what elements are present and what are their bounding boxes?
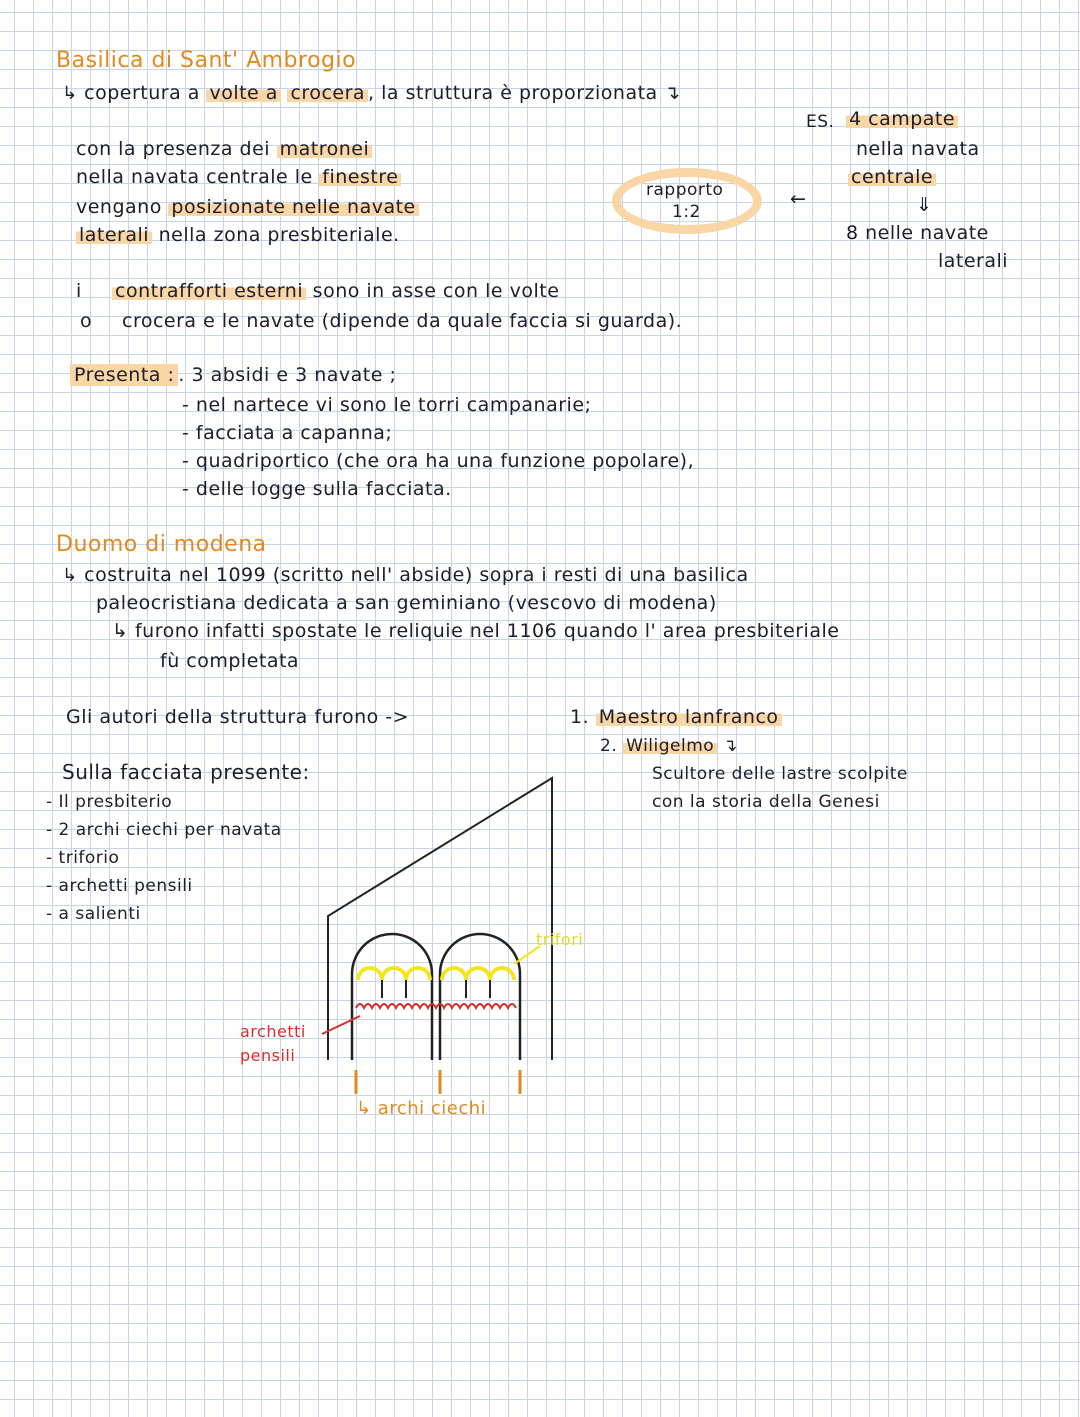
crocera-line: crocera e le navate (dipende da quale faccia si guarda). xyxy=(122,310,683,332)
archetti-label-1: archetti xyxy=(240,1022,306,1041)
section1-title: Basilica di Sant' Ambrogio xyxy=(56,48,357,73)
facciata-item: - triforio xyxy=(46,848,120,868)
section2-line4: fù completata xyxy=(160,650,300,672)
finestre-line: nella navata centrale le finestre xyxy=(76,166,401,188)
rapporto-ratio: 1:2 xyxy=(672,202,701,222)
section2-line1: ↳ costruita nel 1099 (scritto nell' abside) sopra i resti di una basilica xyxy=(62,564,749,586)
trifori-label: trifori xyxy=(536,930,584,949)
author-2: 2. Wiligelmo ↴ xyxy=(600,736,738,756)
left-arrow-icon: ← xyxy=(790,188,807,210)
i-label: i xyxy=(76,280,82,302)
presenta-item: - facciata a capanna; xyxy=(182,422,393,444)
author-1: 1. Maestro lanfranco xyxy=(570,706,782,728)
contrafforti-line: contrafforti esterni sono in asse con le volte xyxy=(112,280,559,302)
otto-navate-note: 8 nelle navate xyxy=(846,222,989,244)
archetti-pensili xyxy=(356,1004,516,1008)
o-label: o xyxy=(80,310,93,332)
down-turn-arrow-icon: ↴ xyxy=(723,736,738,756)
posizionate-line: vengano posizionate nelle navate xyxy=(76,196,419,218)
rapporto-label: rapporto xyxy=(646,180,724,200)
presenta-item: - quadriportico (che ora ha una funzione popolare), xyxy=(182,450,695,472)
campate-note: 4 campate xyxy=(846,108,958,130)
facciata-title: Sulla facciata presente: xyxy=(62,760,310,784)
nella-navata-note: nella navata xyxy=(856,138,980,160)
laterali-line: laterali nella zona presbiteriale. xyxy=(76,224,400,246)
section2-title: Duomo di modena xyxy=(56,532,267,557)
centrale-note: centrale xyxy=(848,166,936,188)
matronei-line: con la presenza dei matronei xyxy=(76,138,372,160)
triforium-arches xyxy=(358,968,514,980)
presenta-item: - delle logge sulla facciata. xyxy=(182,478,452,500)
presenta-line: Presenta : . 3 absidi e 3 navate ; xyxy=(70,364,396,386)
laterali-note: laterali xyxy=(938,250,1009,272)
wiligelmo-desc-1: Scultore delle lastre scolpite xyxy=(652,764,908,784)
triforium-columns xyxy=(382,980,490,998)
return-arrow-icon: ↳ xyxy=(62,565,78,586)
section1-intro: ↳ copertura a volte a crocera , la struttura è proporzionata ↴ xyxy=(62,82,681,104)
presenta-item: - nel nartece vi sono le torri campanarie; xyxy=(182,394,592,416)
archi-ciechi-marks xyxy=(356,1070,520,1094)
section2-line3: ↳ furono infatti spostate le reliquie nel 1106 quando l' area presbiteriale xyxy=(112,620,840,642)
archi-ciechi-label: ↳ archi ciechi xyxy=(356,1098,487,1119)
facciata-item: - 2 archi ciechi per navata xyxy=(46,820,282,840)
equals-arrow-icon: ⇓ xyxy=(916,194,933,216)
section2-line2: paleocristiana dedicata a san geminiano (vescovo di modena) xyxy=(96,592,717,614)
es-label: ES. xyxy=(806,112,835,132)
facciata-item: - a salienti xyxy=(46,904,141,924)
archetti-label-2: pensili xyxy=(240,1046,296,1065)
return-arrow-icon: ↳ xyxy=(62,83,78,104)
autori-line: Gli autori della struttura furono -> xyxy=(66,706,410,728)
facciata-item: - Il presbiterio xyxy=(46,792,173,812)
wiligelmo-desc-2: con la storia della Genesi xyxy=(652,792,880,812)
facciata-item: - archetti pensili xyxy=(46,876,193,896)
big-arch-left xyxy=(352,934,432,1060)
big-arch-right xyxy=(440,934,520,1060)
